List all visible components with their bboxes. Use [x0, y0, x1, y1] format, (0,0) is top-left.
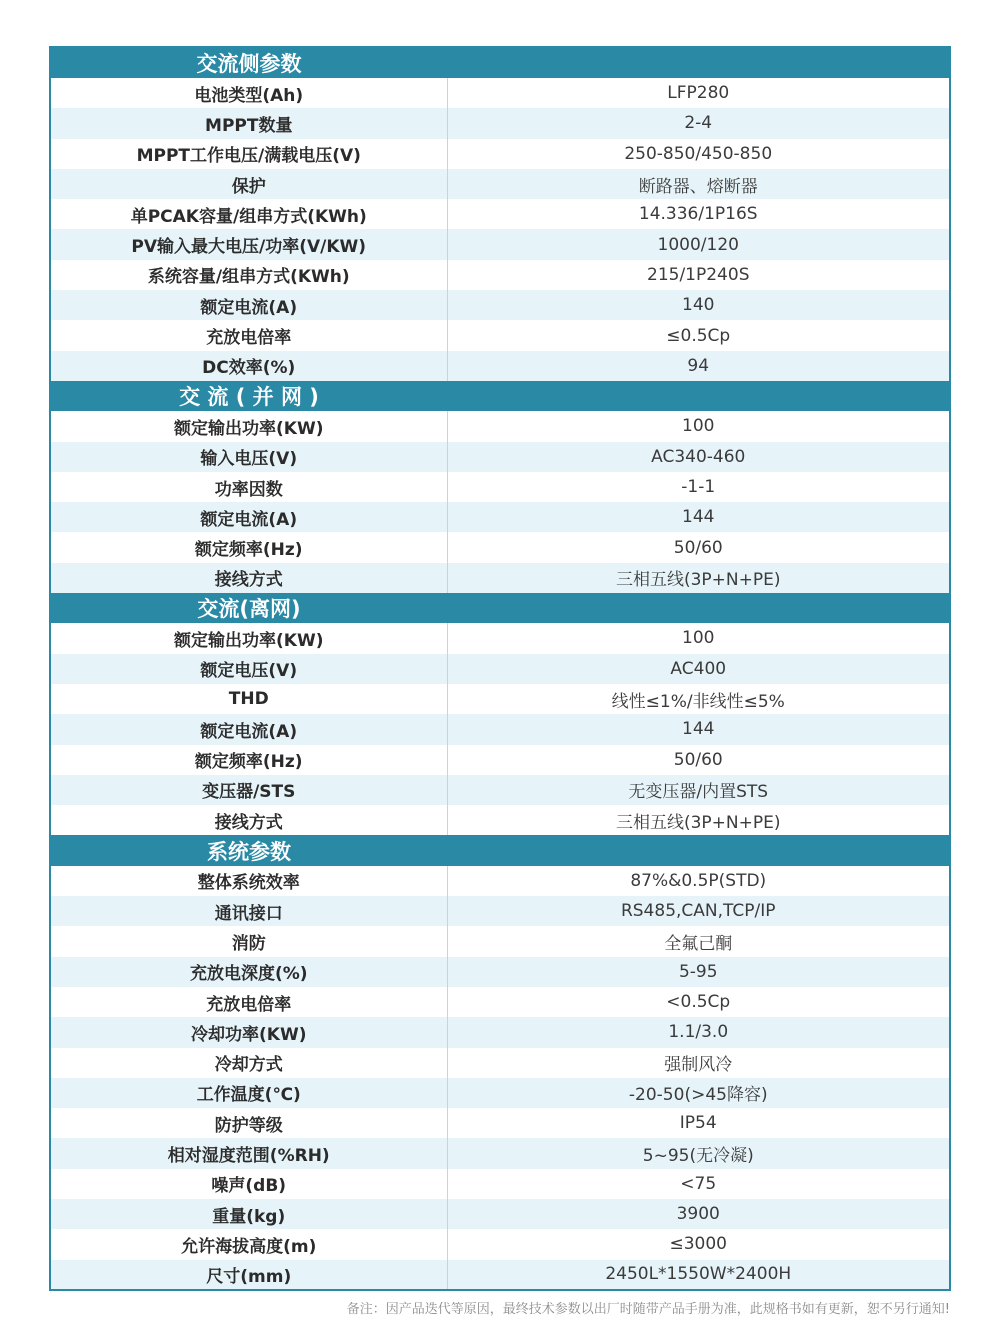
footnote: 备注：因产品迭代等原因，最终技术参数以出厂时随带产品手册为准，此规格书如有更新，恕不另行通知! — [346, 1302, 950, 1317]
spec-table-body — [50, 47, 950, 1290]
spec-row — [50, 532, 950, 562]
spec-value: 5~95(无冷凝) — [447, 1138, 950, 1168]
section-header — [50, 381, 950, 411]
spec-row — [50, 1260, 950, 1290]
spec-row — [50, 987, 950, 1017]
spec-row — [50, 78, 950, 108]
spec-value: ≤0.5Cp — [447, 320, 950, 350]
spec-value: 100 — [447, 623, 950, 653]
spec-row — [50, 229, 950, 259]
spec-row — [50, 199, 950, 229]
spec-label: 系统容量/组串方式(KWh) — [50, 260, 447, 290]
spec-row — [50, 684, 950, 714]
spec-value: 50/60 — [447, 745, 950, 775]
spec-label: 通讯接口 — [50, 896, 447, 926]
section-header — [50, 593, 950, 623]
spec-label: 额定频率(Hz) — [50, 745, 447, 775]
spec-row — [50, 442, 950, 472]
spec-row — [50, 957, 950, 987]
spec-label: 电池类型(Ah) — [50, 78, 447, 108]
spec-value: 100 — [447, 411, 950, 441]
spec-label: 接线方式 — [50, 805, 447, 835]
spec-row — [50, 108, 950, 138]
section-title: 系统参数 — [50, 835, 447, 865]
spec-label: 工作温度(℃) — [50, 1078, 447, 1108]
spec-row — [50, 260, 950, 290]
spec-label: 整体系统效率 — [50, 866, 447, 896]
spec-label: 额定频率(Hz) — [50, 532, 447, 562]
section-header-blank — [447, 381, 950, 411]
spec-label: 额定输出功率(KW) — [50, 411, 447, 441]
spec-value: 全氟己酮 — [447, 926, 950, 956]
spec-row — [50, 1078, 950, 1108]
spec-value: IP54 — [447, 1108, 950, 1138]
spec-row — [50, 563, 950, 593]
spec-label: 充放电倍率 — [50, 320, 447, 350]
spec-value: 无变压器/内置STS — [447, 775, 950, 805]
spec-value: AC400 — [447, 654, 950, 684]
section-title: 交流(离网) — [50, 593, 447, 623]
spec-label: 接线方式 — [50, 563, 447, 593]
spec-label: 变压器/STS — [50, 775, 447, 805]
spec-label: 额定电流(A) — [50, 714, 447, 744]
spec-value: 强制风冷 — [447, 1048, 950, 1078]
spec-value: 215/1P240S — [447, 260, 950, 290]
spec-value: AC340-460 — [447, 442, 950, 472]
spec-row — [50, 654, 950, 684]
section-header — [50, 835, 950, 865]
spec-row — [50, 896, 950, 926]
spec-table — [49, 46, 951, 1291]
spec-row — [50, 1017, 950, 1047]
spec-row — [50, 1108, 950, 1138]
spec-row — [50, 1199, 950, 1229]
spec-row — [50, 320, 950, 350]
spec-row — [50, 1138, 950, 1168]
spec-row — [50, 805, 950, 835]
spec-row — [50, 623, 950, 653]
spec-row — [50, 1048, 950, 1078]
section-header-blank — [447, 593, 950, 623]
spec-row — [50, 411, 950, 441]
spec-label: 单PCAK容量/组串方式(KWh) — [50, 199, 447, 229]
spec-value: 94 — [447, 351, 950, 381]
spec-label: PV输入最大电压/功率(V/KW) — [50, 229, 447, 259]
spec-value: <75 — [447, 1169, 950, 1199]
spec-value: 5-95 — [447, 957, 950, 987]
spec-row — [50, 169, 950, 199]
spec-row — [50, 1169, 950, 1199]
spec-value: 14.336/1P16S — [447, 199, 950, 229]
spec-label: 额定输出功率(KW) — [50, 623, 447, 653]
spec-value: 三相五线(3P+N+PE) — [447, 805, 950, 835]
spec-row — [50, 472, 950, 502]
spec-row — [50, 290, 950, 320]
section-header-blank — [447, 47, 950, 78]
spec-value: 144 — [447, 502, 950, 532]
spec-value: ≤3000 — [447, 1229, 950, 1259]
spec-value: -20-50(>45降容) — [447, 1078, 950, 1108]
spec-label: 冷却方式 — [50, 1048, 447, 1078]
spec-value: 1000/120 — [447, 229, 950, 259]
spec-value: -1-1 — [447, 472, 950, 502]
spec-label: 重量(kg) — [50, 1199, 447, 1229]
spec-value: 三相五线(3P+N+PE) — [447, 563, 950, 593]
section-header — [50, 47, 950, 78]
spec-label: THD — [50, 684, 447, 714]
spec-value: 250-850/450-850 — [447, 139, 950, 169]
spec-value: <0.5Cp — [447, 987, 950, 1017]
spec-value: RS485,CAN,TCP/IP — [447, 896, 950, 926]
spec-label: 充放电深度(%) — [50, 957, 447, 987]
spec-value: LFP280 — [447, 78, 950, 108]
spec-row — [50, 866, 950, 896]
spec-label: 充放电倍率 — [50, 987, 447, 1017]
section-title: 交 流 ( 并 网 ) — [50, 381, 447, 411]
section-title: 交流侧参数 — [50, 47, 447, 78]
spec-value: 144 — [447, 714, 950, 744]
spec-value: 断路器、熔断器 — [447, 169, 950, 199]
spec-label: 保护 — [50, 169, 447, 199]
section-header-blank — [447, 835, 950, 865]
spec-row — [50, 502, 950, 532]
spec-value: 2-4 — [447, 108, 950, 138]
spec-label: 额定电流(A) — [50, 502, 447, 532]
spec-value: 3900 — [447, 1199, 950, 1229]
spec-label: 噪声(dB) — [50, 1169, 447, 1199]
spec-value: 线性≤1%/非线性≤5% — [447, 684, 950, 714]
spec-label: 防护等级 — [50, 1108, 447, 1138]
spec-value: 50/60 — [447, 532, 950, 562]
spec-value: 1.1/3.0 — [447, 1017, 950, 1047]
spec-row — [50, 714, 950, 744]
spec-label: MPPT数量 — [50, 108, 447, 138]
spec-row — [50, 1229, 950, 1259]
spec-label: 功率因数 — [50, 472, 447, 502]
spec-value: 140 — [447, 290, 950, 320]
spec-label: DC效率(%) — [50, 351, 447, 381]
spec-value: 87%&0.5P(STD) — [447, 866, 950, 896]
spec-label: 相对湿度范围(%RH) — [50, 1138, 447, 1168]
spec-label: 消防 — [50, 926, 447, 956]
spec-label: 额定电压(V) — [50, 654, 447, 684]
spec-label: MPPT工作电压/满载电压(V) — [50, 139, 447, 169]
spec-label: 额定电流(A) — [50, 290, 447, 320]
spec-row — [50, 775, 950, 805]
spec-label: 尺寸(mm) — [50, 1260, 447, 1290]
spec-row — [50, 745, 950, 775]
spec-label: 允许海拔高度(m) — [50, 1229, 447, 1259]
spec-row — [50, 351, 950, 381]
spec-label: 冷却功率(KW) — [50, 1017, 447, 1047]
spec-row — [50, 139, 950, 169]
spec-label: 输入电压(V) — [50, 442, 447, 472]
spec-row — [50, 926, 950, 956]
spec-value: 2450L*1550W*2400H — [447, 1260, 950, 1290]
